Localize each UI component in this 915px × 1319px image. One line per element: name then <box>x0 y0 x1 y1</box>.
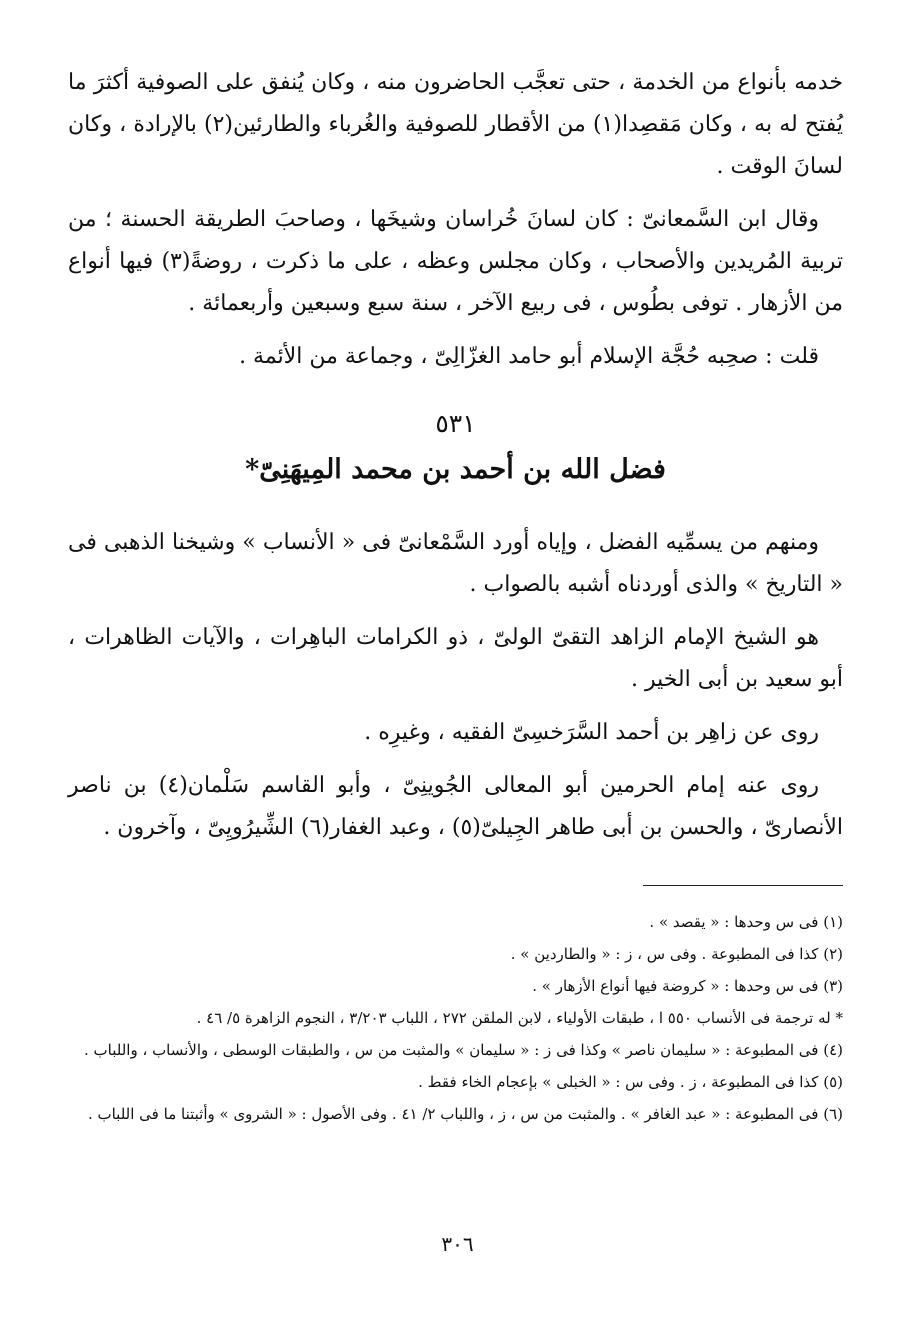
entry-paragraph-3: روى عن زاهِر بن أحمد السَّرَخسِىّ الفقيه ، وغيرِه . <box>364 720 819 745</box>
paragraph-3: قلت : صحِبه حُجَّة الإسلام أبو حامد الغزّالِىّ ، وجماعة من الأئمة . <box>239 344 819 369</box>
footnote-4: (٤) فى المطبوعة : « سليمان ناصر » وكذا فى ز : « سليمان » والمثبت من س ، والطبقات الوسطى ، والأنساب ، واللباب . <box>83 1041 843 1059</box>
footnote-6: (٦) فى المطبوعة : « عبد الغافر » . والمثبت من س ، ز ، واللباب ٢/ ٤١ . وفى الأصول : « الشروى » وأثبتنا ما فى اللباب . <box>87 1105 843 1123</box>
footnote-3: (٣) فى س وحدها : « كروضة فيها أنواع الأزهار » . <box>532 977 843 995</box>
entry-text <box>68 522 843 849</box>
footnote-divider <box>643 885 843 886</box>
footnote-5: (٥) كذا فى المطبوعة ، ز . وفى س : « الخبلى » بإعجام الخاء فقط . <box>418 1073 843 1091</box>
entry-number: ٥٣١ <box>435 409 476 438</box>
paragraph-1: خدمه بأنواع من الخدمة ، حتى تعجَّب الحاضرون منه ، وكان يُنفق على الصوفية أكثرَ ما يُفتح له به ، وكان مَقصِدا(١) من الأقطار للصوفية والغُرباء والطارئين(٢) بالإرادة ، وكان لسانَ الوقت . <box>68 70 843 179</box>
page-number: ٣٠٦ <box>441 1232 474 1256</box>
entry-paragraph-1: ومنهم من يسمِّيه الفضل ، وإياه أورد السَّمْعانىّ فى « الأنساب » وشيخنا الذهبى فى « التاريخ » والذى أوردناه أشبه بالصواب . <box>68 530 843 597</box>
footnote-star: * له ترجمة فى الأنساب ٥٥٠ ا ، طبقات الأولياء ، لابن الملقن ٢٧٢ ، اللباب ٣/٢٠٣ ، النجوم الزاهرة ٥/ ٤٦ . <box>196 1009 843 1027</box>
footnotes <box>68 908 843 1128</box>
footnote-2: (٢) كذا فى المطبوعة . وفى س ، ز : « والطاردين » . <box>510 945 843 963</box>
footnote-1: (١) فى س وحدها : « يقصد » . <box>649 913 843 931</box>
entry-paragraph-2: هو الشيخ الإمام الزاهد التقىّ الولىّ ، ذو الكرامات الباهِرات ، والآيات الظاهرات ، أبو سعيد بن أبى الخير . <box>68 625 843 692</box>
entry-paragraph-4: روى عنه إمام الحرمين أبو المعالى الجُوينِىّ ، وأبو القاسم سَلْمان(٤) بن ناصر الأنصارىّ ، والحسن بن أبى طاهر الجِيلىّ(٥) ، وعبد الغفار(٦) الشِّيرُويِىّ ، وآخرون . <box>68 773 843 840</box>
entry-title: فضل الله بن أحمد بن محمد المِيهَنِىّ* <box>245 454 666 485</box>
main-text <box>68 62 843 378</box>
paragraph-2: وقال ابن السَّمعانىّ : كان لسانَ خُراسان وشيخَها ، وصاحبَ الطريقة الحسنة ؛ من تربية المُريدين والأصحاب ، وكان مجلس وعظه ، على ما ذكرت ، روضةً(٣) فيها أنواع من الأزهار . توفى بطُوس ، فى ربيع الآخر ، سنة سبع وسبعين وأربعمائة . <box>68 207 843 316</box>
